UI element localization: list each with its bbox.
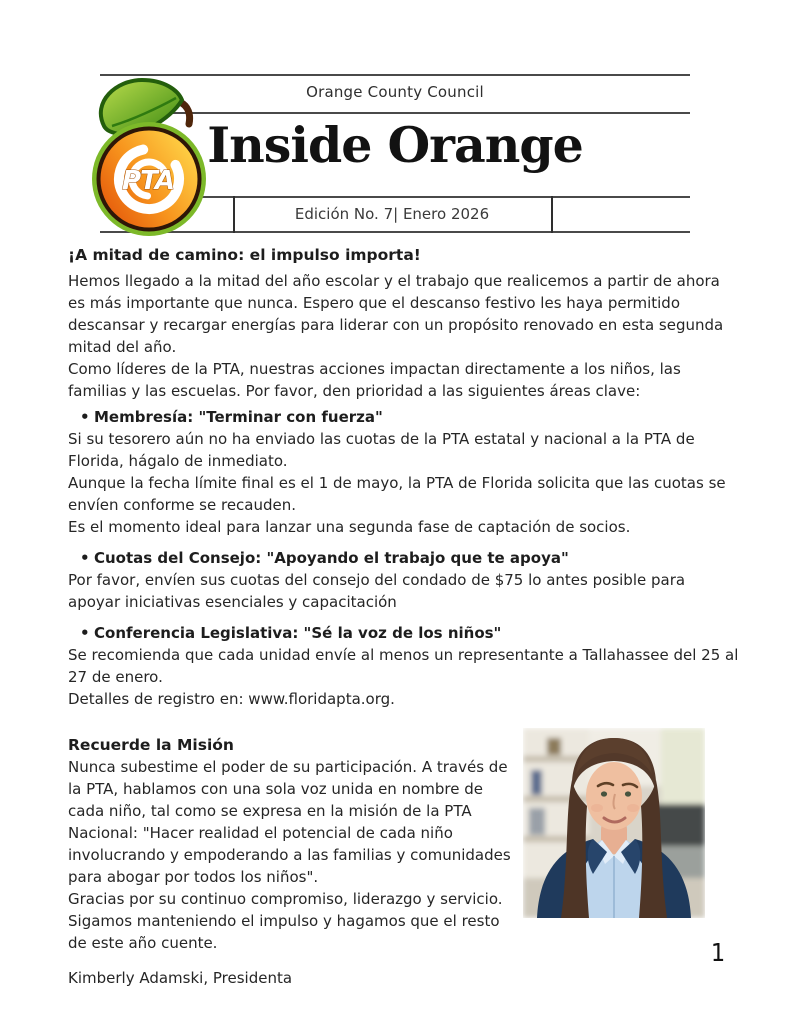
bullet-paragraph: Detalles de registro en: www.floridapta.org.	[68, 690, 395, 708]
bullet-paragraph: Por favor, envíen sus cuotas del consejo del condado de $75 lo antes posible para apoyar iniciativas esenciales y capacitación	[68, 571, 686, 611]
bullet-paragraph: Es el momento ideal para lanzar una segunda fase de captación de socios.	[68, 518, 631, 536]
president-portrait-illustration	[523, 728, 705, 918]
council-name: Orange County Council	[306, 83, 484, 101]
intro-paragraph: Hemos llegado a la mitad del año escolar y el trabajo que realicemos a partir de ahora es más importante que nunca. Espero que el descanso festivo les haya permitido descansar y recargar energías para liderar con un propósito renovado en esta segunda mitad del año.	[68, 272, 724, 356]
pta-logo-text: PTA	[122, 166, 174, 196]
bullet-icon: •	[80, 624, 90, 642]
pta-orange-logo-icon	[88, 72, 218, 240]
bullet-paragraph: Aunque la fecha límite final es el 1 de mayo, la PTA de Florida solicita que las cuotas se envíen conforme se recauden.	[68, 474, 726, 514]
bullet-section-membership	[68, 406, 740, 538]
mission-paragraph: Nunca subestime el poder de su participación. A través de la PTA, hablamos con una sola voz unida en nombre de cada niño, tal como se expresa en la misión de la PTA Nacional: "Hacer realidad el potencial de cada niño involucrando y empoderando a las familias y comunidades para abogar por todos los niños".	[68, 758, 511, 886]
intro-paragraph: Como líderes de la PTA, nuestras acciones impactan directamente a los niños, las familias y las escuelas. Por favor, den prioridad a las siguientes áreas clave:	[68, 360, 681, 400]
article-headline: ¡A mitad de camino: el impulso importa!	[68, 246, 421, 264]
bullet-paragraph: Se recomienda que cada unidad envíe al menos un representante a Tallahassee del 25 al 27 de enero.	[68, 646, 739, 686]
edition-strip-right-divider	[551, 196, 553, 233]
bullet-heading: Cuotas del Consejo: "Apoyando el trabajo que te apoya"	[94, 549, 569, 567]
bullet-heading: Conferencia Legislativa: "Sé la voz de los niños"	[94, 624, 502, 642]
president-signature: Kimberly Adamski, Presidenta	[68, 969, 293, 987]
bullet-icon: •	[80, 408, 90, 426]
bullet-icon: •	[80, 549, 90, 567]
pta-orange-logo-svg	[88, 72, 218, 240]
mission-paragraph: Gracias por su continuo compromiso, liderazgo y servicio. Sigamos manteniendo el impulso y hagamos que el resto de este año cuente.	[68, 890, 503, 952]
edition-date: Edición No. 7| Enero 2026	[294, 205, 490, 223]
bullet-section-legislative-conference	[68, 622, 740, 710]
page-number: 1	[710, 938, 726, 967]
president-portrait-photo	[523, 728, 705, 918]
bullet-heading: Membresía: "Terminar con fuerza"	[94, 408, 383, 426]
mission-section	[68, 734, 520, 954]
bullet-section-council-dues	[68, 547, 740, 613]
bullet-paragraph: Si su tesorero aún no ha enviado las cuotas de la PTA estatal y nacional a la PTA de Florida, hágalo de inmediato.	[68, 430, 695, 470]
newsletter-title: Inside Orange	[207, 116, 583, 174]
mission-heading: Recuerde la Misión	[68, 736, 234, 754]
